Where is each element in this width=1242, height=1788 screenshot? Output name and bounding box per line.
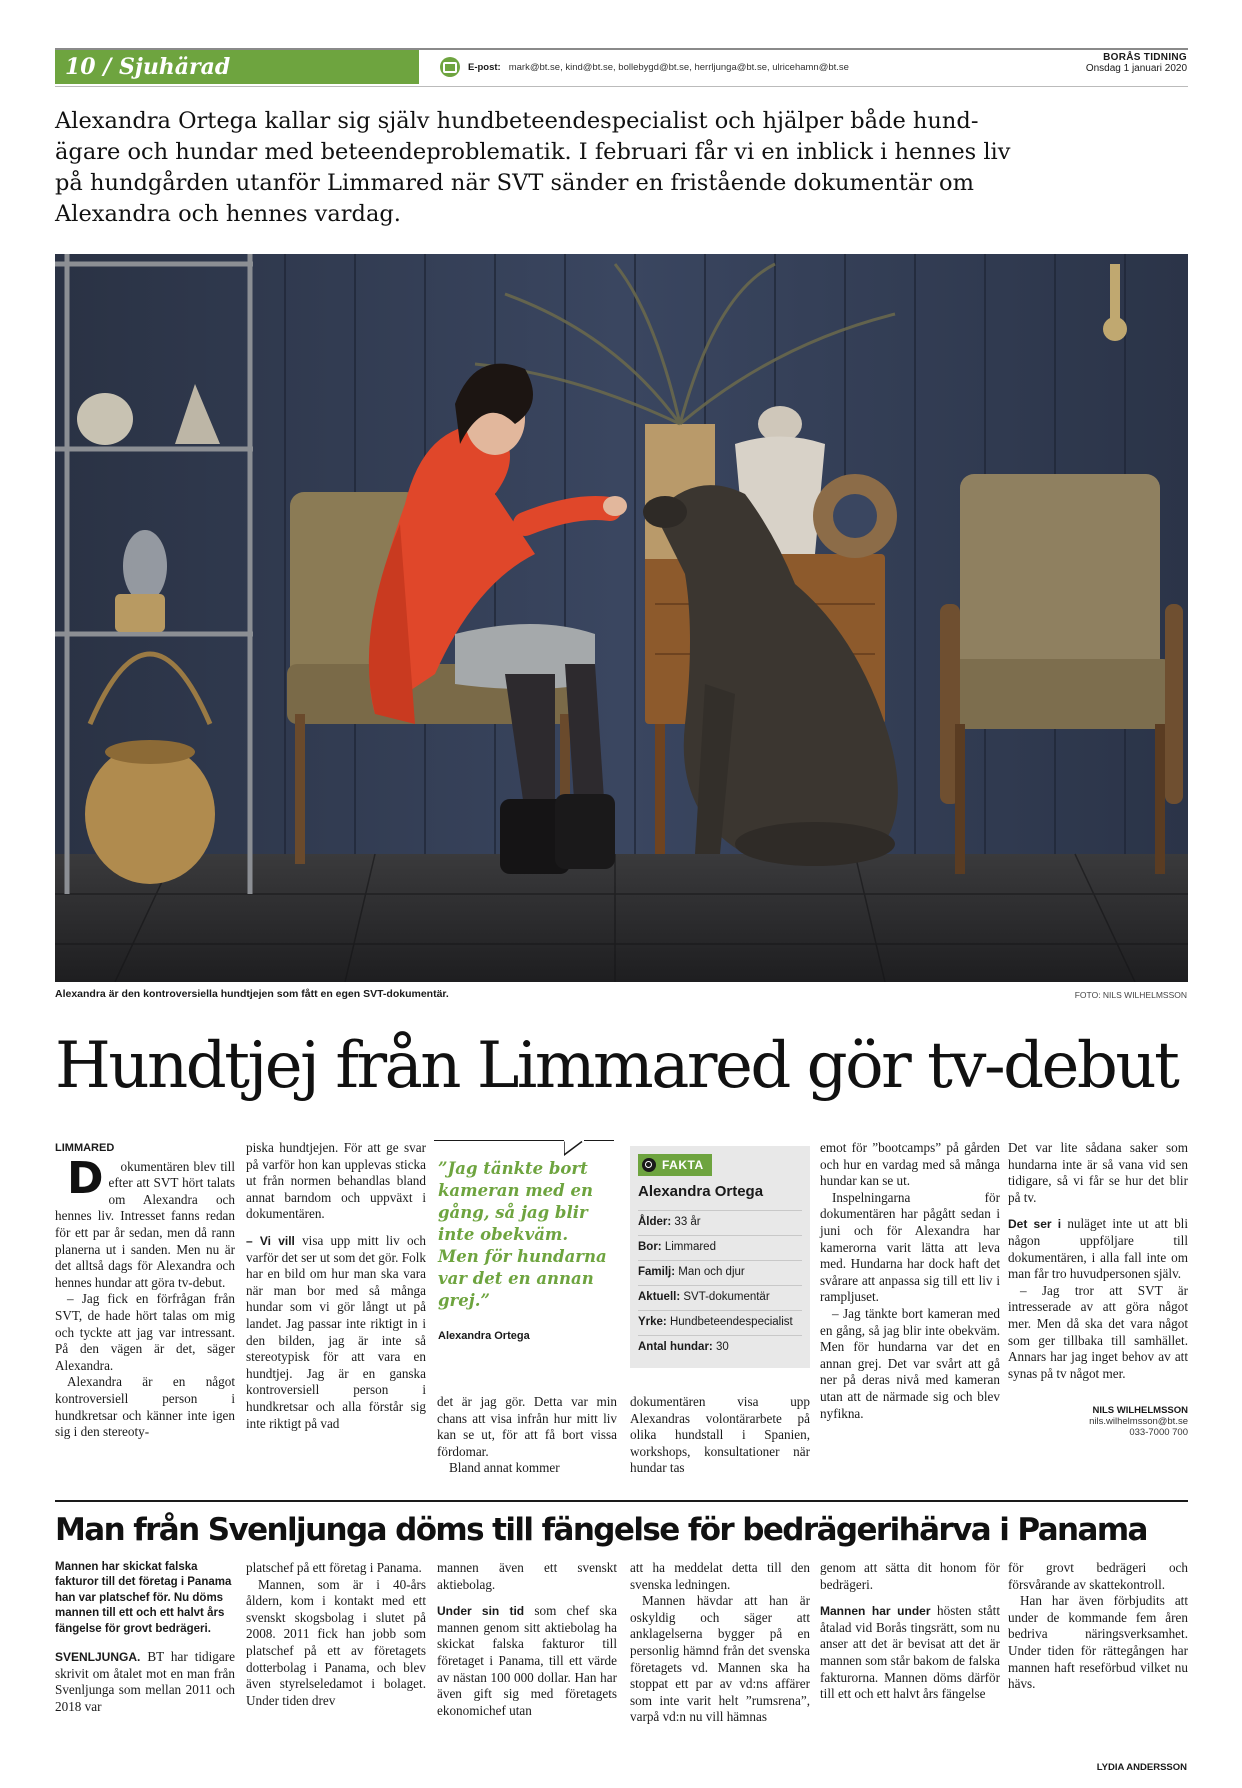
- section-tag: 10 / Sjuhärad: [55, 50, 419, 84]
- body-text: Det var lite sådana saker som hundarna inte är så vana vid sen tidigare, så vi får se hur det blir på tv.: [1008, 1140, 1188, 1205]
- fact-name: Alexandra Ortega: [638, 1183, 802, 1211]
- fact-row: [638, 1286, 802, 1311]
- quote-text: ”Jag tänkte bort kameran med en gång, så jag blir inte obekväm. Men för hundarna var det en annan grej.”: [438, 1159, 607, 1310]
- lead-in: Det ser i: [1008, 1217, 1062, 1232]
- dateline: LIMMARED: [55, 1142, 115, 1154]
- body-text: för grovt bedrägeri och försvårande av skattekontroll.: [1008, 1560, 1188, 1592]
- article2-column-2: [246, 1560, 426, 1709]
- fact-key: Ålder:: [638, 1216, 672, 1228]
- fact-value: Man och djur: [675, 1266, 745, 1278]
- quote-source: Alexandra Ortega: [438, 1330, 530, 1342]
- email-label: E-post:: [468, 61, 501, 73]
- search-icon: [642, 1158, 656, 1172]
- article-column-3: [437, 1394, 617, 1477]
- article-column-2: [246, 1140, 426, 1432]
- body-text: Bland annat kommer: [449, 1460, 560, 1476]
- header-rule-bottom: [55, 86, 1188, 87]
- dateline: SVENLJUNGA.: [55, 1650, 141, 1665]
- fact-row: [638, 1336, 802, 1360]
- article2-rule: [55, 1500, 1188, 1502]
- article2-column-5: [820, 1560, 1000, 1703]
- fact-key: Aktuell:: [638, 1291, 681, 1303]
- paper-name: BORÅS TIDNING: [1103, 52, 1187, 63]
- article-headline: Hundtjej från Limmared gör tv-debut: [55, 1029, 1178, 1103]
- fact-row: [638, 1261, 802, 1286]
- article-column-1: [55, 1140, 235, 1441]
- body-text: mannen även ett svenskt aktiebolag.: [437, 1560, 617, 1592]
- article2-column-3: [437, 1560, 617, 1719]
- article2-column-4: [630, 1560, 810, 1726]
- lead-in: – Vi vill: [246, 1233, 295, 1248]
- body-text: Mannen hävdar att han är oskyldig och säger att anklagelserna bygger på en personlig hämnd från det svenska företagets vd. Mannen ska ha stoppat ett par av vd:ns affärer som inte varit helt ”rumsrena”, varpå vd:n nu vill hämnas: [630, 1593, 810, 1725]
- photo-caption: Alexandra är den kontroversiella hundtjejen som fått en egen SVT-dokumentär.: [55, 988, 449, 1000]
- fact-value: 30: [712, 1341, 729, 1353]
- fact-key: Bor:: [638, 1241, 662, 1253]
- fact-row: [638, 1236, 802, 1261]
- quote-rule: [434, 1140, 614, 1156]
- body-text: – Jag tror att SVT är intresserade av att göra något mer. Men då ska det vara något som ger tillbaka till samhället. Annars har jag inget behov av att synas på tv något mer.: [1008, 1282, 1188, 1381]
- body-text: Alexandra är en något kontroversiell person i hundkretsar och känner inte igen sig i den stereoty-: [55, 1374, 235, 1440]
- body-text: platschef på ett företag i Panama.: [246, 1560, 422, 1575]
- body-text: visa upp mitt liv och varför det ser ut som det gör. Folk har en bild om hur man ska vara när man bor med så många hundar som vi gör långt ut på landet. Jag passar inte riktigt in i den bilden, jag är inte så stereotypisk för att vara en hundtjej. Jag är en ganska kontroversiell person i hundkretsar och alla förstår sig inte riktigt på vad: [246, 1232, 426, 1431]
- fact-value: 33 år: [671, 1216, 701, 1228]
- body-text: Han har även förbjudits att under de kommande fem åren bedriva näringsverksamhet. Under tiden för rättegången har mannen haft reseförbud vilket nu hävs.: [1008, 1593, 1188, 1692]
- pull-quote: [434, 1140, 614, 1342]
- photo-credit: FOTO: NILS WILHELMSSON: [1074, 990, 1187, 1000]
- body-text: som chef ska mannen genom sitt aktiebolag ha skickat falska fakturor till företaget i Panama, till ett värde av nästan 100 000 dollar. Han har även gift sig med företagets ekonomichef utan: [437, 1603, 617, 1718]
- fact-key: Familj:: [638, 1266, 676, 1278]
- lead-in: Mannen har under: [820, 1604, 931, 1619]
- photo-illustration: [55, 254, 1188, 982]
- article2-column-6: [1008, 1560, 1188, 1693]
- fact-row: [638, 1211, 802, 1236]
- fact-value: Hundbeteendespecialist: [666, 1316, 793, 1328]
- quote-notch-icon: [564, 1140, 584, 1156]
- mail-icon: [440, 57, 460, 77]
- dropcap: D: [67, 1152, 104, 1204]
- article2-column-1: [55, 1560, 235, 1715]
- body-text: genom att sätta dit honom för bedrägeri.: [820, 1560, 1000, 1592]
- article2-headline: Man från Svenljunga döms till fängelse för bedrägerihärva i Panama: [55, 1512, 1147, 1548]
- byline: [1000, 1405, 1188, 1438]
- body-text: att ha meddelat detta till den svenska ledningen.: [630, 1560, 810, 1592]
- fact-key: Yrke:: [638, 1316, 667, 1328]
- paper-info: [1086, 52, 1187, 74]
- body-text: okumentären blev till efter att SVT hört talats om Alexandra och hennes liv. Intresset fanns redan för ett par år sedan, men då rann planerna ut i sanden. Men nu är det alltså dags för Alexandra och hennes hundar att göra tv-debut.: [55, 1158, 235, 1290]
- fact-row: [638, 1311, 802, 1336]
- article-ingress: Alexandra Ortega kallar sig själv hundbeteendespecialist och hjälper både hundägare och hundar med beteendeproblematik. I februari får vi en inblick i hennes liv på hundgården utanför Limmared när SVT sänder en fristående dokumentär om Alexandra och hennes vardag.: [55, 108, 1011, 227]
- article-photo: [55, 254, 1188, 982]
- body-text: emot för ”bootcamps” på gården och hur en vardag med så många hundar kan se ut.: [820, 1140, 1000, 1189]
- article-column-6: [1008, 1140, 1188, 1382]
- lead-in: Under sin tid: [437, 1604, 525, 1619]
- body-text: hösten stått åtalad vid Borås tingsrätt, som nu anser att det är bevisat att det är mannen som står bakom de falska fakturorna. Mannen döms därför till ett och ett halvt års fängelse: [820, 1603, 1000, 1702]
- article2-byline: LYDIA ANDERSSON: [1096, 1762, 1187, 1773]
- byline-phone: 033-7000 700: [1129, 1427, 1188, 1438]
- article-column-5: [820, 1140, 1000, 1422]
- byline-email[interactable]: nils.wilhelmsson@bt.se: [1089, 1416, 1188, 1427]
- body-text: Mannen, som är i 40-års åldern, kom i kontakt med ett svenskt skogsbolag i slutet på 2008. 2011 fick han jobb som platschef på ett av företagets dotterbolag i Panama, och blev även styrelseledamot i bolaget. Under tiden drev: [246, 1576, 426, 1708]
- byline-name: NILS WILHELMSSON: [1092, 1405, 1188, 1416]
- fact-key: Antal hundar:: [638, 1341, 713, 1353]
- body-text: nuläget inte ut att bli någon uppföljare till dokumentären, i alla fall inte om man får tro huvudpersonen själv.: [1008, 1216, 1189, 1282]
- body-text: – Jag fick en förfrågan från SVT, de hade hört talas om mig och tyckte att jag var intressant. På den vägen är det, säger Alexandra.: [55, 1291, 235, 1373]
- article2-summary: Mannen har skickat falska fakturor till det företag i Panama han var platschef för. Nu döms mannen till ett och ett halvt års fängelse för grovt bedrägeri.: [55, 1561, 232, 1635]
- fact-rows: [638, 1211, 802, 1360]
- body-text: piska hundtjejen. För att ge svar på varför hon kan upplevas sticka ut från normen behandlas bland annat barndom och uppväxt i dokumentären.: [246, 1140, 426, 1222]
- email-list[interactable]: mark@bt.se, kind@bt.se, bollebygd@bt.se, herrljunga@bt.se, ulricehamn@bt.se: [508, 61, 849, 73]
- fact-box: [630, 1146, 810, 1368]
- body-text: dokumentären visa upp Alexandras volontärarbete på olika hundstall i Spanien, workshops, konsultationer när hundar tas: [630, 1394, 810, 1476]
- body-text: det är jag gör. Detta var min chans att visa infrån hur mitt liv kan se ut, för att få bort vissa fördomar.: [437, 1394, 617, 1459]
- body-text: Inspelningarna för dokumentären har pågått sedan i juni och för Alexandra har kamerorna varit lätta att leva med. Hundarna har dock haft det svårare att anpassa sig till ett liv i rampljuset.: [820, 1189, 1000, 1305]
- fact-tag-label: FAKTA: [662, 1158, 704, 1172]
- body-text: – Jag tänkte bort kameran med en gång, så jag blir inte obekväm. Men för hundarna var det en annan grej. Det var svårt att gå ner på deras nivå med kameran utan att de närmade sig och blev nyfikna.: [820, 1305, 1000, 1421]
- body-text: BT har tidigare skrivit om åtalet mot en man från Svenljunga som mellan 2011 och 2018 var: [55, 1649, 235, 1714]
- fact-tag: [638, 1154, 712, 1176]
- paper-date: Onsdag 1 januari 2020: [1085, 63, 1187, 74]
- email-bar: [420, 50, 1030, 84]
- fact-value: SVT-dokumentär: [680, 1291, 770, 1303]
- article-column-4: [630, 1394, 810, 1477]
- fact-value: Limmared: [661, 1241, 716, 1253]
